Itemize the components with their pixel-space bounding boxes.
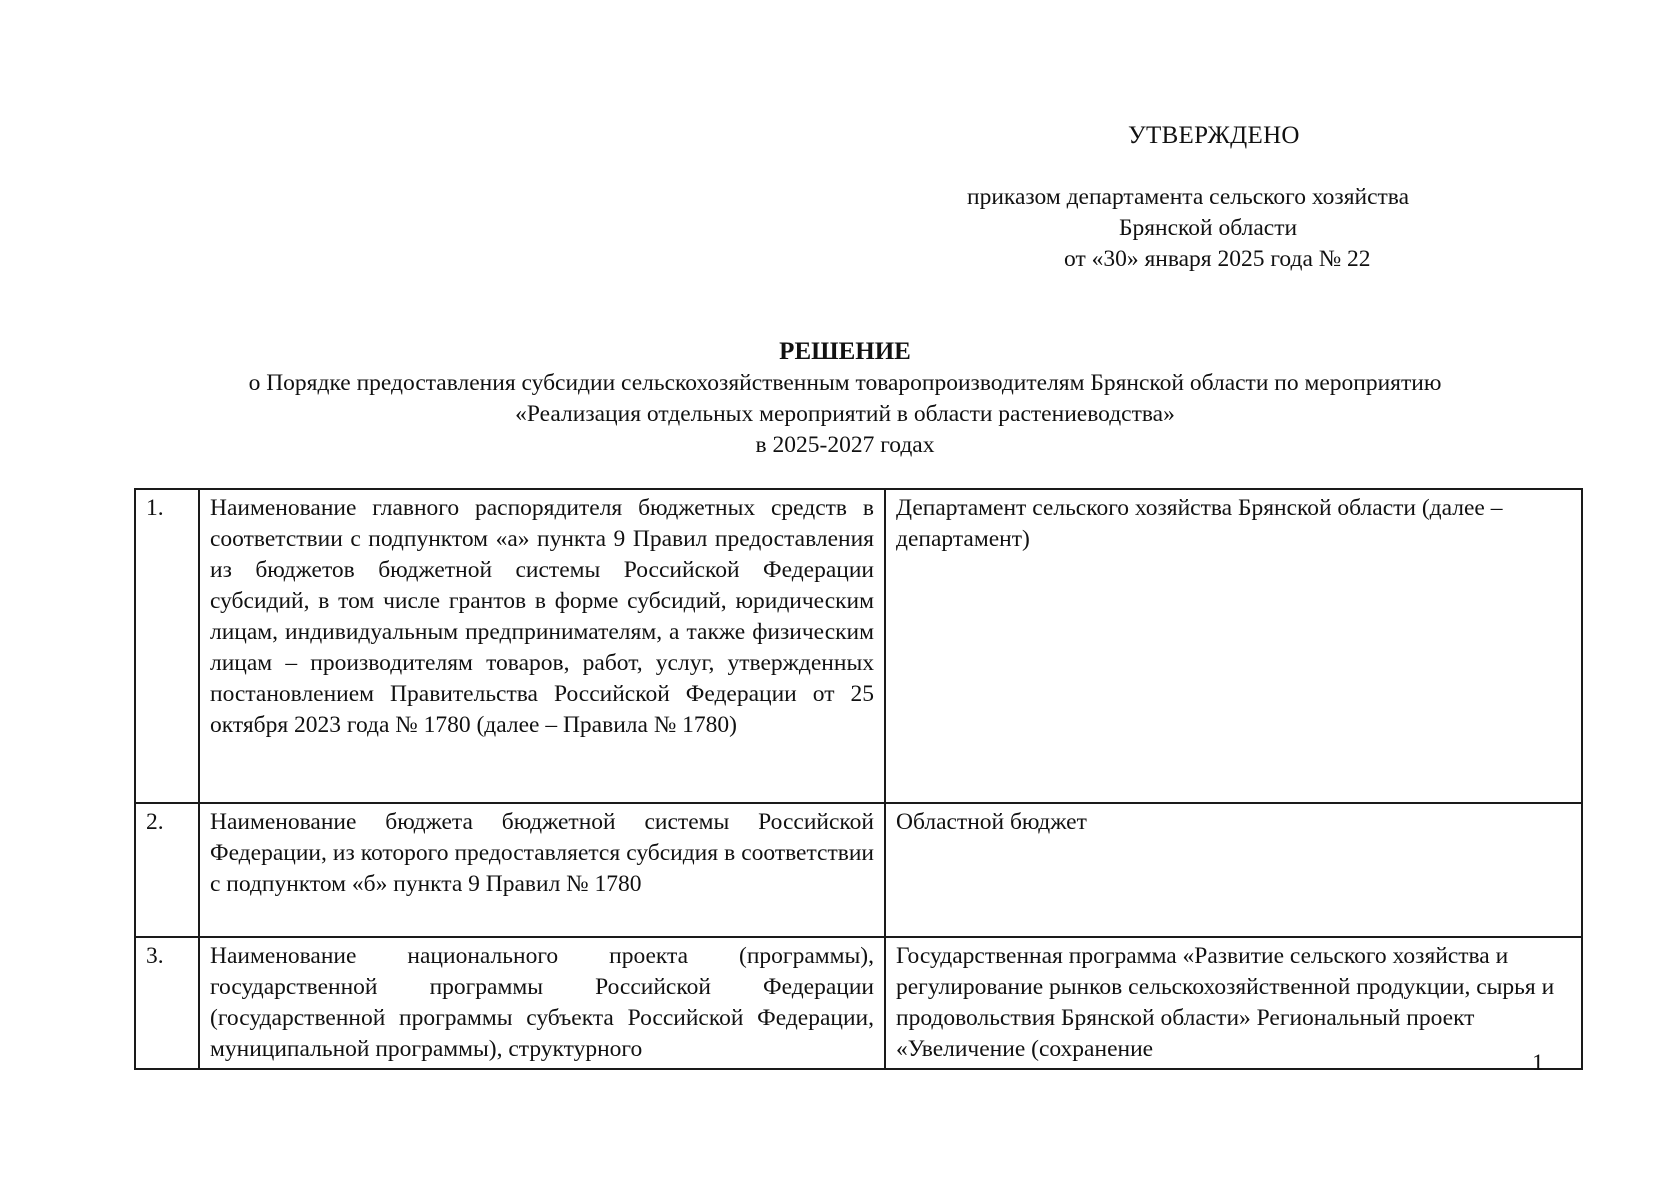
row-description [199, 937, 885, 1069]
row-value [885, 937, 1582, 1069]
row-description [199, 489, 885, 803]
row-description [199, 803, 885, 937]
document-subtitle [0, 368, 1671, 461]
table-row [135, 489, 1582, 803]
document-heading: РЕШЕНИЕ [779, 338, 911, 365]
approval-line-3: от «30» января 2025 года № 22 [1064, 246, 1371, 272]
row-value-text: Государственная программа «Развитие сельского хозяйства и регулирование рынков сельскохозяйственной продукции, сырья и продовольствия Брянской области» Региональный проект «Увеличение (сохранение [896, 943, 1555, 1062]
row-value [885, 803, 1582, 937]
page-number: 1 [1532, 1050, 1544, 1076]
row-number: 3. [135, 937, 199, 1069]
row-value [885, 489, 1582, 803]
table-row [135, 803, 1582, 937]
subtitle-line-1: о Порядке предоставления субсидии сельскохозяйственным товаропроизводителям Брянской области по мероприятию [248, 370, 1442, 396]
approval-line-2: Брянской области [1119, 215, 1298, 241]
approval-line-1: приказом департамента сельского хозяйства [967, 184, 1410, 210]
row-value-text: Областной бюджет [896, 809, 1087, 835]
row-number: 2. [135, 803, 199, 937]
row-description-text: Наименование национального проекта (программы), государственной программы Российской Федерации (государственной программы субъекта Российской Федерации, муниципальной программы), структурного [210, 943, 874, 1062]
subtitle-line-3: в 2025-2027 годах [755, 432, 935, 458]
decision-table [134, 488, 1583, 1070]
row-description-text: Наименование главного распорядителя бюджетных средств в соответствии с подпунктом «а» пункта 9 Правил предоставления из бюджетов бюджетной системы Российской Федерации субсидий, в том числе грантов в форме субсидий, юридическим лицам, индивидуальным предпринимателям, а также физическим лицам – производителям товаров, работ, услуг, утвержденных постановлением Правительства Российской Федерации от 25 октября 2023 года № 1780 (далее – Правила № 1780) [210, 495, 874, 738]
row-number: 1. [135, 489, 199, 803]
approval-title: УТВЕРЖДЕНО [1128, 122, 1300, 149]
row-description-text: Наименование бюджета бюджетной системы Российской Федерации, из которого предоставляется субсидия в соответствии с подпунктом «б» пункта 9 Правил № 1780 [210, 809, 874, 897]
subtitle-line-2: «Реализация отдельных мероприятий в области растениеводства» [515, 401, 1175, 427]
table-row [135, 937, 1582, 1069]
row-value-text: Департамент сельского хозяйства Брянской области (далее – департамент) [896, 495, 1503, 552]
